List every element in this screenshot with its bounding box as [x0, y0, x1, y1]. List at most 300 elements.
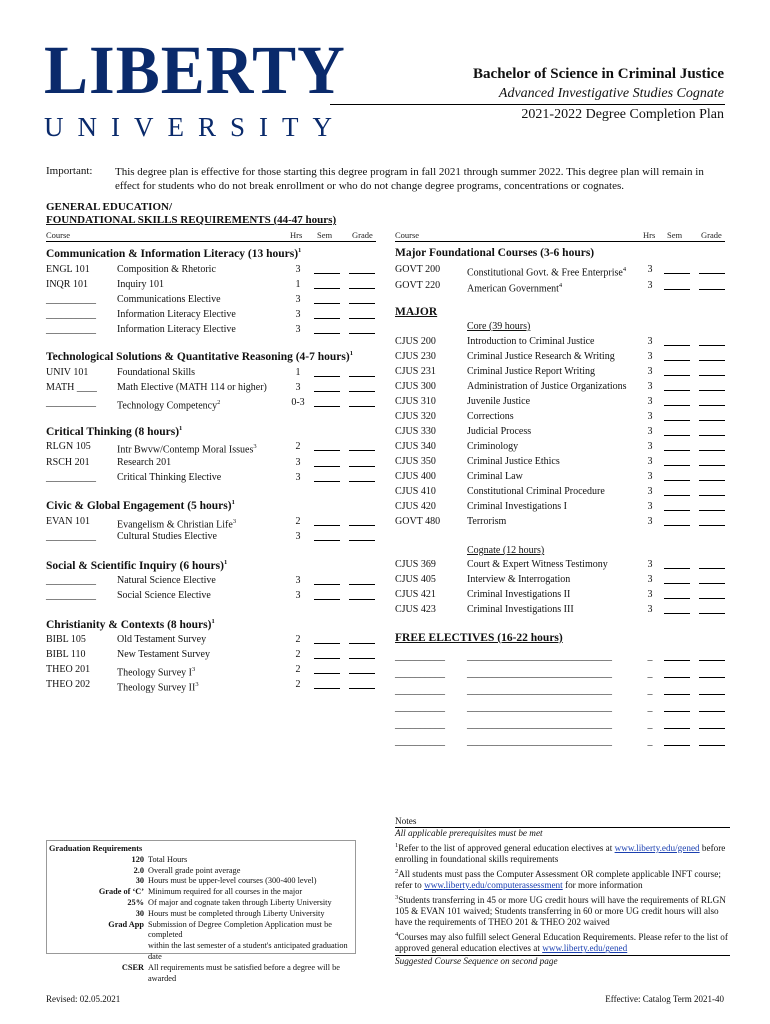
course-name: Composition & Rhetoric	[117, 264, 216, 275]
course-name: New Testament Survey	[117, 649, 210, 660]
footnote-marker: 1	[223, 559, 228, 566]
semester-field[interactable]	[664, 264, 690, 274]
course-name: Inquiry 101	[117, 279, 164, 290]
footnote-marker: 2	[217, 399, 221, 406]
semester-field[interactable]	[664, 280, 690, 290]
course-name: Research 201	[117, 457, 172, 468]
requirement-value: All requirements must be satisfied before a degree will be awarded	[148, 962, 340, 983]
course-hours: _	[647, 719, 653, 730]
course-code: INQR 101	[46, 279, 88, 290]
grade-field[interactable]	[349, 516, 375, 526]
category-civic-engagement: Civic & Global Engagement (5 hours)$^1$	[46, 499, 235, 512]
course-name: Judicial Process	[467, 426, 532, 437]
grade-field[interactable]	[699, 574, 725, 584]
course-name: Intr Bwvw/Contemp Moral Issues$^3$	[117, 443, 257, 456]
requirement-value: Hours must be completed through Liberty University	[148, 908, 325, 918]
course-name: _____________________________	[467, 702, 612, 713]
course-code: CJUS 410	[395, 486, 436, 497]
course-code: __________	[395, 685, 445, 696]
grade-field[interactable]	[699, 486, 725, 496]
course-name: _____________________________	[467, 719, 612, 730]
grade-field[interactable]	[699, 719, 725, 729]
semester-field[interactable]	[314, 367, 340, 377]
course-hours: 3	[647, 280, 653, 291]
course-code: CJUS 400	[395, 471, 436, 482]
course-code: __________	[395, 736, 445, 747]
course-hours: 3	[647, 574, 653, 585]
course-hours: 3	[647, 589, 653, 600]
graduation-requirements-title: Graduation Requirements	[49, 844, 143, 853]
semester-field[interactable]	[314, 590, 340, 600]
course-hours: 2	[295, 441, 301, 452]
course-code: BIBL 105	[46, 634, 86, 645]
left-col-hrs: Hrs	[290, 230, 303, 240]
semester-field[interactable]	[314, 294, 340, 304]
grade-field[interactable]	[349, 264, 375, 274]
grade-field[interactable]	[699, 396, 725, 406]
course-code: GOVT 220	[395, 280, 441, 291]
course-hours: 3	[647, 456, 653, 467]
course-code: __________	[46, 531, 96, 542]
computer-assessment-link[interactable]: www.liberty.edu/computerassessment	[424, 880, 563, 891]
requirement-value: Minimum required for all courses in the major	[148, 887, 303, 897]
course-name: Constitutional Criminal Procedure	[467, 486, 605, 497]
course-name: Communications Elective	[117, 294, 221, 305]
course-name: Terrorism	[467, 516, 507, 527]
course-code: __________	[46, 309, 96, 320]
course-code: MATH ____	[46, 382, 97, 393]
course-hours: 0-3	[291, 397, 305, 408]
course-name: Information Literacy Elective	[117, 324, 236, 335]
semester-field[interactable]	[314, 472, 340, 482]
course-name: Criminal Justice Research & Writing	[467, 351, 615, 362]
footnote-marker: 3	[232, 518, 237, 525]
footnote-marker: 1	[231, 499, 235, 506]
course-code: __________	[46, 590, 96, 601]
course-hours: 2	[295, 664, 301, 675]
course-hours: 2	[295, 634, 301, 645]
revised-date: Revised: 02.05.2021	[46, 994, 121, 1004]
grade-field[interactable]	[349, 441, 375, 451]
course-hours: _	[647, 736, 653, 747]
grade-field[interactable]	[699, 685, 725, 695]
course-code: CJUS 405	[395, 574, 436, 585]
course-name: American Government$^4$	[467, 282, 563, 295]
course-hours: _	[647, 668, 653, 679]
semester-field[interactable]	[314, 309, 340, 319]
grade-field[interactable]	[699, 456, 725, 466]
grade-field[interactable]	[349, 279, 375, 289]
grade-field[interactable]	[699, 351, 725, 361]
semester-field[interactable]	[664, 516, 690, 526]
requirement-row	[49, 941, 353, 963]
course-name: Criminal Justice Ethics	[467, 456, 560, 467]
grade-field[interactable]	[349, 397, 375, 407]
notes-intro: All applicable prerequisites must be met	[395, 828, 543, 839]
requirement-key: Grade of ‘C’	[98, 887, 144, 897]
grade-field[interactable]	[349, 575, 375, 585]
course-hours: 2	[295, 516, 301, 527]
category-major-foundational: Major Foundational Courses (3-6 hours)	[395, 247, 595, 259]
semester-field[interactable]	[314, 634, 340, 644]
note-1-text-end: before enrolling in foundational skills requirements	[395, 842, 726, 865]
grade-field[interactable]	[699, 604, 725, 614]
course-code: CJUS 200	[395, 336, 436, 347]
grade-field[interactable]	[699, 336, 725, 346]
course-hours: 1	[295, 367, 301, 378]
grade-field[interactable]	[699, 501, 725, 511]
semester-field[interactable]	[314, 664, 340, 674]
course-name: _____________________________	[467, 668, 612, 679]
important-text: This degree plan is effective for those starting this degree program in fall 2021 through summer 2022. This degree plan will remain in effect for students who do not break enrollment or who do not change degree programs, concentrations or cognates.	[115, 166, 704, 192]
right-col-sem: Sem	[667, 230, 683, 240]
note-3-text: Students transferring in 45 or more UG credit hours will have the requirements of RLGN 105 & EVAN 101 waived; Students transferring in 60 or more UG credit hours will also have the requirements of THEO 201 & THEO 202 waived	[395, 894, 726, 928]
grade-field[interactable]	[349, 382, 375, 392]
grade-field[interactable]	[699, 264, 725, 274]
course-name: Information Literacy Elective	[117, 309, 236, 320]
course-hours: 3	[647, 426, 653, 437]
semester-field[interactable]	[664, 456, 690, 466]
course-name: Math Elective (MATH 114 or higher)	[117, 382, 267, 393]
cognate-title: Advanced Investigative Studies Cognate	[498, 86, 724, 101]
gened-link-2[interactable]: www.liberty.edu/gened	[542, 943, 628, 954]
requirement-value: Overall grade point average	[148, 865, 241, 875]
course-code: __________	[46, 472, 96, 483]
requirement-row	[49, 963, 353, 985]
course-name: Cultural Studies Elective	[117, 531, 217, 542]
course-name: Critical Thinking Elective	[117, 472, 222, 483]
grade-field[interactable]	[699, 441, 725, 451]
core-subtitle: Core (39 hours)	[467, 321, 531, 332]
right-col-grade: Grade	[701, 230, 722, 240]
category-christianity: Christianity & Contexts (8 hours)$^1$	[46, 618, 215, 631]
course-code: __________	[46, 294, 96, 305]
requirement-row	[49, 855, 353, 866]
right-col-course: Course	[395, 230, 420, 240]
course-name: Criminal Justice Report Writing	[467, 366, 596, 377]
course-hours: 2	[295, 679, 301, 690]
semester-field[interactable]	[314, 279, 340, 289]
course-code: __________	[46, 575, 96, 586]
grade-field[interactable]	[349, 324, 375, 334]
left-header-rule	[46, 241, 376, 242]
right-col-hrs: Hrs	[643, 230, 656, 240]
semester-field[interactable]	[314, 649, 340, 659]
requirement-value: Total Hours	[148, 854, 188, 864]
requirement-key: 2.0	[133, 865, 144, 875]
course-hours: 3	[295, 531, 301, 542]
semester-field[interactable]	[664, 589, 690, 599]
course-code: CJUS 420	[395, 501, 436, 512]
course-name: Introduction to Criminal Justice	[467, 336, 595, 347]
semester-field[interactable]	[314, 575, 340, 585]
grade-field[interactable]	[699, 411, 725, 421]
left-col-course: Course	[46, 230, 71, 240]
semester-field[interactable]	[664, 501, 690, 511]
major-title: MAJOR	[395, 306, 438, 318]
grade-field[interactable]	[349, 309, 375, 319]
course-hours: 3	[647, 411, 653, 422]
category-technological: Technological Solutions & Quantitative Reasoning (4-7 hours)$^1$	[46, 350, 353, 363]
requirement-row	[49, 898, 353, 909]
course-hours: 3	[295, 575, 301, 586]
requirement-key: 30	[135, 908, 144, 918]
course-code: CJUS 231	[395, 366, 436, 377]
course-hours: _	[647, 702, 653, 713]
requirement-key: Grad App	[108, 919, 144, 929]
liberty-logo-wordmark: LIBERTY	[44, 32, 346, 109]
notes-outro: Suggested Course Sequence on second page	[395, 955, 730, 967]
footnote-marker: 1	[211, 618, 215, 625]
important-label: Important:	[46, 165, 93, 177]
gened-title-line1: GENERAL EDUCATION/	[46, 201, 173, 213]
course-hours: 3	[647, 501, 653, 512]
footnote-marker: 1	[179, 425, 183, 432]
course-name: Criminal Law	[467, 471, 523, 482]
course-code: UNIV 101	[46, 367, 89, 378]
semester-field[interactable]	[664, 366, 690, 376]
semester-field[interactable]	[314, 382, 340, 392]
title-divider	[330, 104, 725, 105]
grade-field[interactable]	[349, 367, 375, 377]
semester-field[interactable]	[664, 471, 690, 481]
grade-field[interactable]	[349, 472, 375, 482]
category-critical-thinking: Critical Thinking (8 hours)$^1$	[46, 425, 183, 438]
semester-field[interactable]	[664, 426, 690, 436]
course-hours: 3	[295, 324, 301, 335]
semester-field[interactable]	[664, 736, 690, 746]
grade-field[interactable]	[699, 471, 725, 481]
course-name: Social Science Elective	[117, 590, 211, 601]
course-hours: 3	[295, 309, 301, 320]
grade-field[interactable]	[349, 294, 375, 304]
footnote-marker: 4	[558, 282, 563, 289]
note-3: $^3$Students transferring in 45 or more UG credit hours will have the requirements of RLGN 105 & EVAN 101 waived; Students transferring in 60 or more UG credit hours will also have the requirements of THEO 201 & THEO 202 waived	[395, 893, 726, 928]
requirement-key	[49, 941, 148, 963]
footnote-marker: 3	[253, 443, 257, 450]
grade-field[interactable]	[699, 736, 725, 746]
semester-field[interactable]	[664, 381, 690, 391]
course-name: Corrections	[467, 411, 514, 422]
semester-field[interactable]	[664, 604, 690, 614]
course-code: CJUS 320	[395, 411, 436, 422]
course-code: __________	[395, 651, 445, 662]
course-name: Constitutional Govt. & Free Enterprise$^4$	[467, 266, 627, 279]
requirement-value: Of major and cognate taken through Liberty University	[148, 897, 332, 907]
requirement-key: 120	[131, 854, 144, 864]
grade-field[interactable]	[699, 589, 725, 599]
requirement-row	[49, 887, 353, 898]
semester-field[interactable]	[664, 396, 690, 406]
course-code: CJUS 421	[395, 589, 436, 600]
course-code: ENGL 101	[46, 264, 90, 275]
semester-field[interactable]	[314, 324, 340, 334]
requirement-key: CSER	[121, 962, 144, 972]
graduation-requirements-list	[49, 855, 353, 985]
semester-field[interactable]	[664, 336, 690, 346]
course-name: _____________________________	[467, 736, 612, 747]
semester-field[interactable]	[314, 457, 340, 467]
requirement-value: within the last semester of a student's anticipated graduation date	[148, 941, 348, 961]
semester-field[interactable]	[664, 668, 690, 678]
course-name: Old Testament Survey	[117, 634, 207, 645]
footnote-marker: 3	[192, 666, 196, 673]
course-code: EVAN 101	[46, 516, 90, 527]
course-hours: 3	[295, 590, 301, 601]
semester-field[interactable]	[314, 531, 340, 541]
requirement-key: 25%	[127, 897, 144, 907]
course-hours: 3	[647, 366, 653, 377]
category-communication: Communication & Information Literacy (13 hours)$^1$	[46, 247, 302, 260]
course-hours: 3	[295, 472, 301, 483]
gened-link[interactable]: www.liberty.edu/gened	[614, 842, 700, 853]
note-1-text: Refer to the list of approved general education electives at	[398, 842, 615, 853]
course-code: THEO 202	[46, 679, 91, 690]
degree-title: Bachelor of Science in Criminal Justice	[473, 66, 724, 82]
semester-field[interactable]	[314, 397, 340, 407]
footnote-marker: 1	[349, 350, 353, 357]
course-name: Criminology	[467, 441, 519, 452]
course-name: Juvenile Justice	[467, 396, 531, 407]
grade-field[interactable]	[349, 457, 375, 467]
note-2-text-end: for more information	[562, 880, 643, 891]
course-code: CJUS 340	[395, 441, 436, 452]
free-electives-title: FREE ELECTIVES (16-22 hours)	[395, 632, 563, 644]
grade-field[interactable]	[699, 426, 725, 436]
course-hours: 3	[295, 382, 301, 393]
course-hours: _	[647, 651, 653, 662]
grade-field[interactable]	[349, 649, 375, 659]
cognate-subtitle: Cognate (12 hours)	[467, 545, 545, 556]
course-hours: 3	[647, 336, 653, 347]
semester-field[interactable]	[664, 411, 690, 421]
grade-field[interactable]	[699, 516, 725, 526]
requirement-value: Hours must be upper-level courses (300-400 level)	[148, 876, 317, 886]
course-code: GOVT 200	[395, 264, 441, 275]
semester-field[interactable]	[664, 441, 690, 451]
course-code: __________	[395, 702, 445, 713]
course-name: Criminal Investigations III	[467, 604, 574, 615]
grade-field[interactable]	[349, 664, 375, 674]
course-hours: 3	[647, 396, 653, 407]
grade-field[interactable]	[349, 634, 375, 644]
semester-field[interactable]	[664, 574, 690, 584]
course-code: CJUS 330	[395, 426, 436, 437]
grade-field[interactable]	[699, 702, 725, 712]
course-name: Evangelism & Christian Life$^3$	[117, 518, 237, 531]
course-hours: 3	[647, 486, 653, 497]
grade-field[interactable]	[699, 366, 725, 376]
course-hours: 3	[647, 559, 653, 570]
semester-field[interactable]	[314, 516, 340, 526]
requirement-key: 30	[135, 876, 144, 886]
requirement-row	[49, 866, 353, 877]
grade-field[interactable]	[349, 531, 375, 541]
note-2-text: All students must pass the Computer Assessment OR complete applicable INFT course; refer to	[395, 868, 721, 891]
course-hours: _	[647, 685, 653, 696]
course-name: Technology Competency$^2$	[117, 399, 221, 412]
course-name: Administration of Justice Organizations	[467, 381, 627, 392]
plan-title: 2021-2022 Degree Completion Plan	[521, 107, 724, 122]
course-name: _____________________________	[467, 685, 612, 696]
course-hours: 3	[295, 457, 301, 468]
course-hours: 3	[295, 294, 301, 305]
course-name: Natural Science Elective	[117, 575, 216, 586]
course-hours: 1	[295, 279, 301, 290]
grade-field[interactable]	[699, 280, 725, 290]
course-name: _____________________________	[467, 651, 612, 662]
course-name: Criminal Investigations I	[467, 501, 567, 512]
grade-field[interactable]	[699, 559, 725, 569]
left-col-sem: Sem	[317, 230, 333, 240]
semester-field[interactable]	[664, 486, 690, 496]
semester-field[interactable]	[314, 264, 340, 274]
footnote-marker: 1	[298, 247, 302, 254]
right-header-rule	[395, 241, 725, 242]
university-logo-wordmark: UNIVERSITY	[44, 112, 346, 142]
course-code: CJUS 369	[395, 559, 436, 570]
course-hours: 3	[295, 264, 301, 275]
course-code: __________	[46, 397, 96, 408]
grade-field[interactable]	[699, 651, 725, 661]
course-name: Theology Survey $I^3$	[117, 666, 196, 679]
course-code: __________	[395, 719, 445, 730]
semester-field[interactable]	[664, 685, 690, 695]
note-4: $^4$Courses may also fulfill select General Education Requirements. Please refer to the list of approved general education electives at www.liberty.edu/gened	[395, 930, 728, 954]
notes-title: Notes	[395, 816, 730, 828]
course-name: Foundational Skills	[117, 367, 196, 378]
course-code: CJUS 300	[395, 381, 436, 392]
course-hours: 3	[647, 381, 653, 392]
requirement-row	[49, 876, 353, 887]
note-4-text: Courses may also fulfill select General Education Requirements. Please refer to the list of approved general education electives at	[395, 931, 728, 954]
grade-field[interactable]	[699, 668, 725, 678]
notes-box	[395, 816, 730, 967]
requirement-row	[49, 920, 353, 942]
course-code: RSCH 201	[46, 457, 90, 468]
semester-field[interactable]	[664, 719, 690, 729]
requirement-value: Submission of Degree Completion Application must be completed	[148, 919, 332, 940]
note-2: $^2$All students must pass the Computer Assessment OR complete applicable INFT course; refer to www.liberty.edu/computerassessment for more information	[395, 867, 721, 891]
graduation-requirements-box	[46, 840, 356, 983]
effective-term: Effective: Catalog Term 2021-40	[605, 994, 724, 1004]
grade-field[interactable]	[349, 679, 375, 689]
semester-field[interactable]	[664, 651, 690, 661]
course-name: Interview & Interrogation	[467, 574, 571, 585]
course-code: GOVT 480	[395, 516, 441, 527]
course-hours: 3	[647, 264, 653, 275]
footnote-marker: 3	[195, 681, 199, 688]
left-col-grade: Grade	[352, 230, 373, 240]
course-name: Theology Survey $II^3$	[117, 681, 199, 694]
course-name: Criminal Investigations II	[467, 589, 571, 600]
category-social-scientific: Social & Scientific Inquiry (6 hours)$^1$	[46, 559, 228, 572]
course-name: Court & Expert Witness Testimony	[467, 559, 608, 570]
course-code: __________	[395, 668, 445, 679]
course-hours: 3	[647, 604, 653, 615]
course-hours: 3	[647, 441, 653, 452]
semester-field[interactable]	[314, 679, 340, 689]
semester-field[interactable]	[314, 441, 340, 451]
grade-field[interactable]	[699, 381, 725, 391]
course-code: CJUS 423	[395, 604, 436, 615]
semester-field[interactable]	[664, 559, 690, 569]
gened-title-line2: FOUNDATIONAL SKILLS REQUIREMENTS (44-47 hours)	[46, 214, 337, 226]
semester-field[interactable]	[664, 702, 690, 712]
semester-field[interactable]	[664, 351, 690, 361]
course-hours: 3	[647, 351, 653, 362]
grade-field[interactable]	[349, 590, 375, 600]
